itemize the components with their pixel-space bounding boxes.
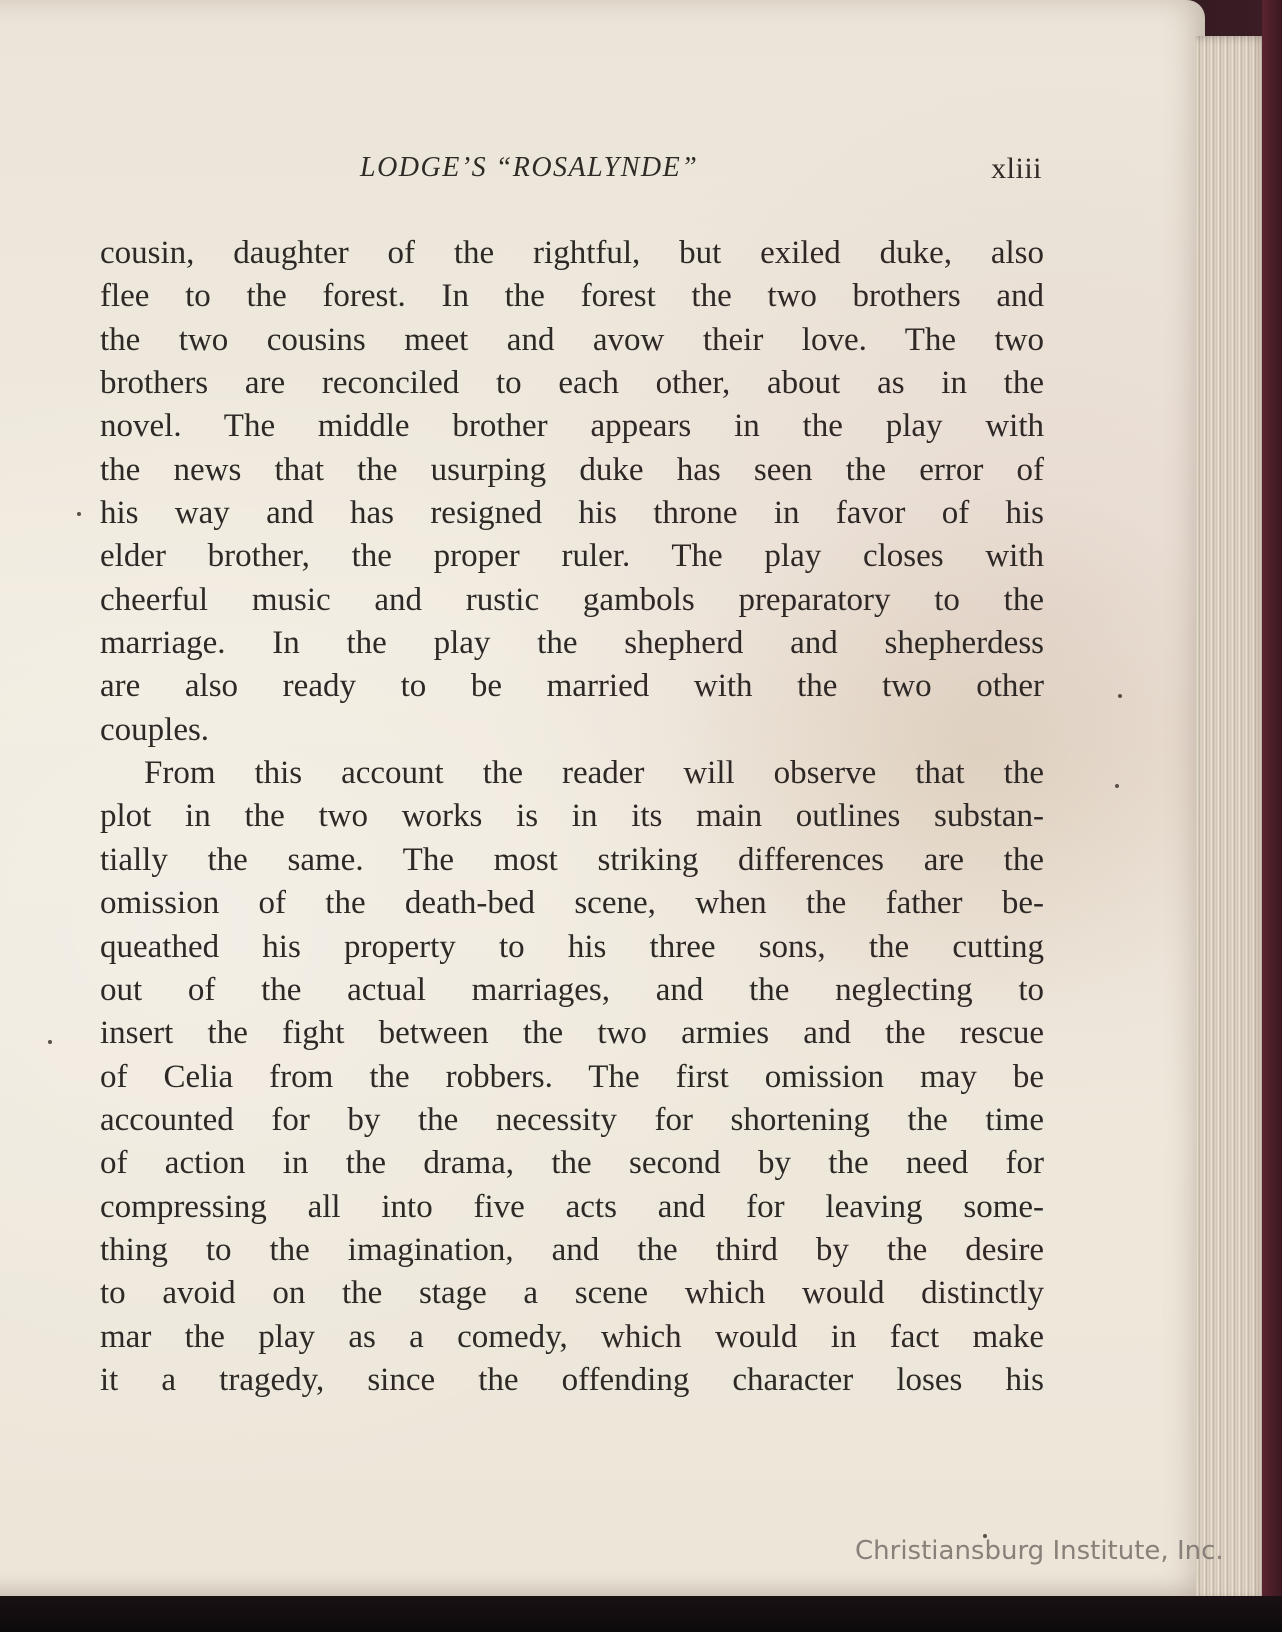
text-line: brothers are reconciled to each other, about as in the bbox=[100, 365, 1044, 402]
text-line: the news that the usurping duke has seen the error of bbox=[100, 451, 1044, 488]
text-line: cousin, daughter of the rightful, but exiled duke, also bbox=[100, 235, 1044, 271]
text-line: are also ready to be married with the two other bbox=[100, 668, 1044, 705]
page-edges bbox=[1196, 36, 1268, 1601]
text-line: elder brother, the proper ruler. The play closes with bbox=[100, 538, 1044, 575]
text-line: plot in the two works is in its main outlines substan- bbox=[100, 798, 1044, 835]
text-line: compressing all into five acts and for leaving some- bbox=[100, 1188, 1044, 1225]
text-line: novel. The middle brother appears in the play with bbox=[100, 408, 1044, 445]
paper-speck bbox=[77, 512, 81, 516]
running-head: LODGE’S “ROSALYNDE” bbox=[360, 152, 699, 183]
page-number: xliii bbox=[991, 152, 1042, 185]
text-line: mar the play as a comedy, which would in fact make bbox=[100, 1318, 1044, 1355]
text-line: of Celia from the robbers. The first omission may be bbox=[100, 1058, 1044, 1095]
text-line: queathed his property to his three sons, the cutting bbox=[100, 928, 1044, 965]
watermark: Christiansburg Institute, Inc. bbox=[855, 1536, 1224, 1566]
text-line: insert the fight between the two armies and the rescue bbox=[100, 1015, 1044, 1052]
page-header bbox=[98, 152, 1042, 188]
paper-speck bbox=[48, 1040, 52, 1044]
text-line: his way and has resigned his throne in favor of his bbox=[100, 495, 1044, 532]
body-text bbox=[100, 232, 1044, 1402]
text-line: out of the actual marriages, and the neglecting to bbox=[100, 971, 1044, 1008]
text-line: thing to the imagination, and the third by the desire bbox=[100, 1231, 1044, 1268]
paper-speck bbox=[1118, 694, 1122, 698]
text-line: to avoid on the stage a scene which would distinctly bbox=[100, 1275, 1044, 1312]
text-line: cheerful music and rustic gambols preparatory to the bbox=[100, 581, 1044, 618]
text-line: flee to the forest. In the forest the two brothers and bbox=[100, 278, 1044, 315]
text-line: the two cousins meet and avow their love. The two bbox=[100, 321, 1044, 358]
text-line: tially the same. The most striking differences are the bbox=[100, 841, 1044, 878]
text-line: couples. bbox=[100, 711, 210, 748]
bottom-shadow bbox=[0, 1596, 1282, 1632]
text-line: it a tragedy, since the offending character loses his bbox=[100, 1361, 1044, 1398]
text-line: accounted for by the necessity for shortening the time bbox=[100, 1101, 1044, 1138]
text-line: omission of the death-bed scene, when the father be- bbox=[100, 885, 1044, 922]
text-line: From this account the reader will observe that the bbox=[144, 755, 1044, 792]
text-line: of action in the drama, the second by the need for bbox=[100, 1145, 1044, 1182]
text-line: marriage. In the play the shepherd and shepherdess bbox=[100, 625, 1044, 662]
book-cover-edge bbox=[1262, 0, 1282, 1632]
paper-speck bbox=[1115, 784, 1119, 788]
